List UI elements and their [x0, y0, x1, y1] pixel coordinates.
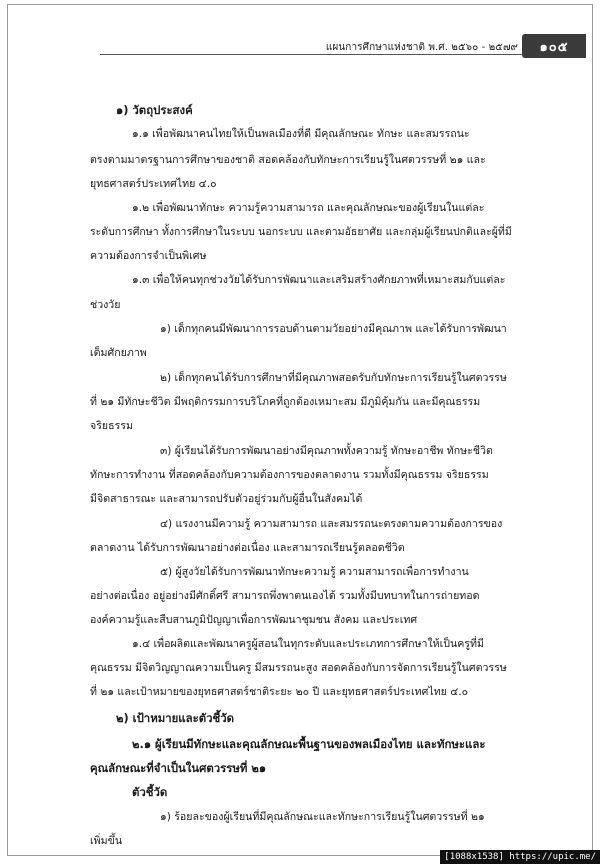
sub-item-5-line-2: อย่างต่อเนื่อง อยู่อย่างมีศักดิ์ศรี สามารถพึ่งพาตนเองได้ รวมทั้งมีบทบาทในการถ่ายทอด	[90, 590, 480, 602]
sub-item-5-line-3: องค์ความรู้และสืบสานภูมิปัญญาเพื่อการพัฒนาชุมชน สังคม และประเทศ	[90, 614, 418, 626]
sub-item-5-line-1: ๕) ผู้สูงวัยได้รับการพัฒนาทักษะความรู้ ความสามารถเพื่อการทำงาน	[160, 566, 469, 578]
sub-item-4-line-2: ตลาดงาน ได้รับการพัฒนาอย่างต่อเนื่อง และสามารถเรียนรู้ตลอดชีวิต	[90, 542, 405, 554]
objective-1-4-line-1: ๑.๔ เพื่อผลิตและพัฒนาครูผู้สอนในทุกระดับและประเภทการศึกษาให้เป็นครูที่มี	[132, 638, 484, 650]
objective-1-4-line-3: ที่ ๒๑ และเป้าหมายของยุทธศาสตร์ชาติระยะ ๒๐ ปี และยุทธศาสตร์ประเทศไทย ๔.๐	[90, 686, 469, 698]
indicator-heading: ตัวชี้วัด	[132, 785, 168, 799]
goal-2-1-line-1: ๒.๑ ผู้เรียนมีทักษะและคุณลักษณะพื้นฐานของพลเมืองไทย และทักษะและ	[132, 737, 486, 751]
section-heading-objectives: ๑) วัตถุประสงค์	[116, 103, 193, 117]
goal-2-1-line-2: คุณลักษณะที่จำเป็นในศตวรรษที่ ๒๑	[90, 761, 267, 775]
objective-1-1-line-3: ยุทธศาสตร์ประเทศไทย ๔.๐	[90, 178, 217, 190]
page-number: ๑๐๕	[539, 39, 569, 55]
objective-1-3-line-1: ๑.๓ เพื่อให้คนทุกช่วงวัยได้รับการพัฒนาและเสริมสร้างศักยภาพที่เหมาะสมกับแต่ละ	[132, 274, 506, 286]
sub-item-3-line-1: ๓) ผู้เรียนได้รับการพัฒนาอย่างมีคุณภาพทั้งความรู้ ทักษะอาชีพ ทักษะชีวิต	[160, 445, 493, 457]
sub-item-2-line-3: จริยธรรม	[90, 420, 133, 432]
objective-1-2-line-3: ความต้องการจำเป็นพิเศษ	[90, 250, 207, 262]
sub-item-4-line-1: ๔) แรงงานมีความรู้ ความสามารถ และสมรรถนะตรงตามความต้องการของ	[160, 518, 503, 530]
sub-item-2-line-2: ที่ ๒๑ มีทักษะชีวิต มีพฤติกรรมการบริโภคที่ถูกต้องเหมาะสม มีภูมิคุ้มกัน และมีคุณธรรม	[90, 396, 481, 408]
objective-1-1-line-1: ๑.๑ เพื่อพัฒนาคนไทยให้เป็นพลเมืองที่ดี มีคุณลักษณะ ทักษะ และสมรรถนะ	[132, 128, 470, 140]
sub-item-3-line-3: มีจิตสาธารณะ และสามารถปรับตัวอยู่ร่วมกับผู้อื่นในสังคมได้	[90, 493, 363, 505]
indicator-1-line-1: ๑) ร้อยละของผู้เรียนที่มีคุณลักษณะและทักษะการเรียนรู้ในศตวรรษที่ ๒๑	[160, 811, 485, 823]
sub-item-1-line-1: ๑) เด็กทุกคนมีพัฒนาการรอบด้านตามวัยอย่างมีคุณภาพ และได้รับการพัฒนา	[160, 323, 507, 335]
objective-1-1-line-2: ตรงตามมาตรฐานการศึกษาของชาติ สอดคล้องกับทักษะการเรียนรู้ในศตวรรษที่ ๒๑ และ	[90, 154, 486, 166]
header-divider	[100, 54, 530, 55]
running-header-title: แผนการศึกษาแห่งชาติ พ.ศ. ๒๕๖๐ - ๒๕๗๙	[325, 42, 518, 53]
sub-item-3-line-2: ทักษะการทำงาน ที่สอดคล้องกับความต้องการของตลาดงาน รวมทั้งมีคุณธรรม จริยธรรม	[90, 469, 489, 481]
objective-1-2-line-1: ๑.๒ เพื่อพัฒนาทักษะ ความรู้ความสามารถ และคุณลักษณะของผู้เรียนในแต่ละ	[132, 202, 485, 214]
sub-item-1-line-2: เต็มศักยภาพ	[90, 347, 147, 359]
sub-item-2-line-1: ๒) เด็กทุกคนได้รับการศึกษาที่มีคุณภาพสอดรับกับทักษะการเรียนรู้ในศตวรรษ	[160, 372, 507, 384]
image-source-badge: [1088x1538] https://upic.me/	[440, 850, 600, 864]
indicator-1-line-2: เพิ่มขึ้น	[90, 835, 123, 847]
objective-1-2-line-2: ระดับการศึกษา ทั้งการศึกษาในระบบ นอกระบบ และตามอัธยาศัย และกลุ่มผู้เรียนปกติและผู้ที่มี	[90, 226, 512, 238]
section-heading-goals: ๒) เป้าหมายและตัวชี้วัด	[116, 711, 235, 725]
objective-1-3-line-2: ช่วงวัย	[90, 299, 121, 311]
page-number-tab	[522, 34, 586, 58]
objective-1-4-line-2: คุณธรรม มีจิตวิญญาณความเป็นครู มีสมรรถนะสูง สอดคล้องกับการจัดการเรียนรู้ในศตวรรษ	[90, 662, 507, 674]
